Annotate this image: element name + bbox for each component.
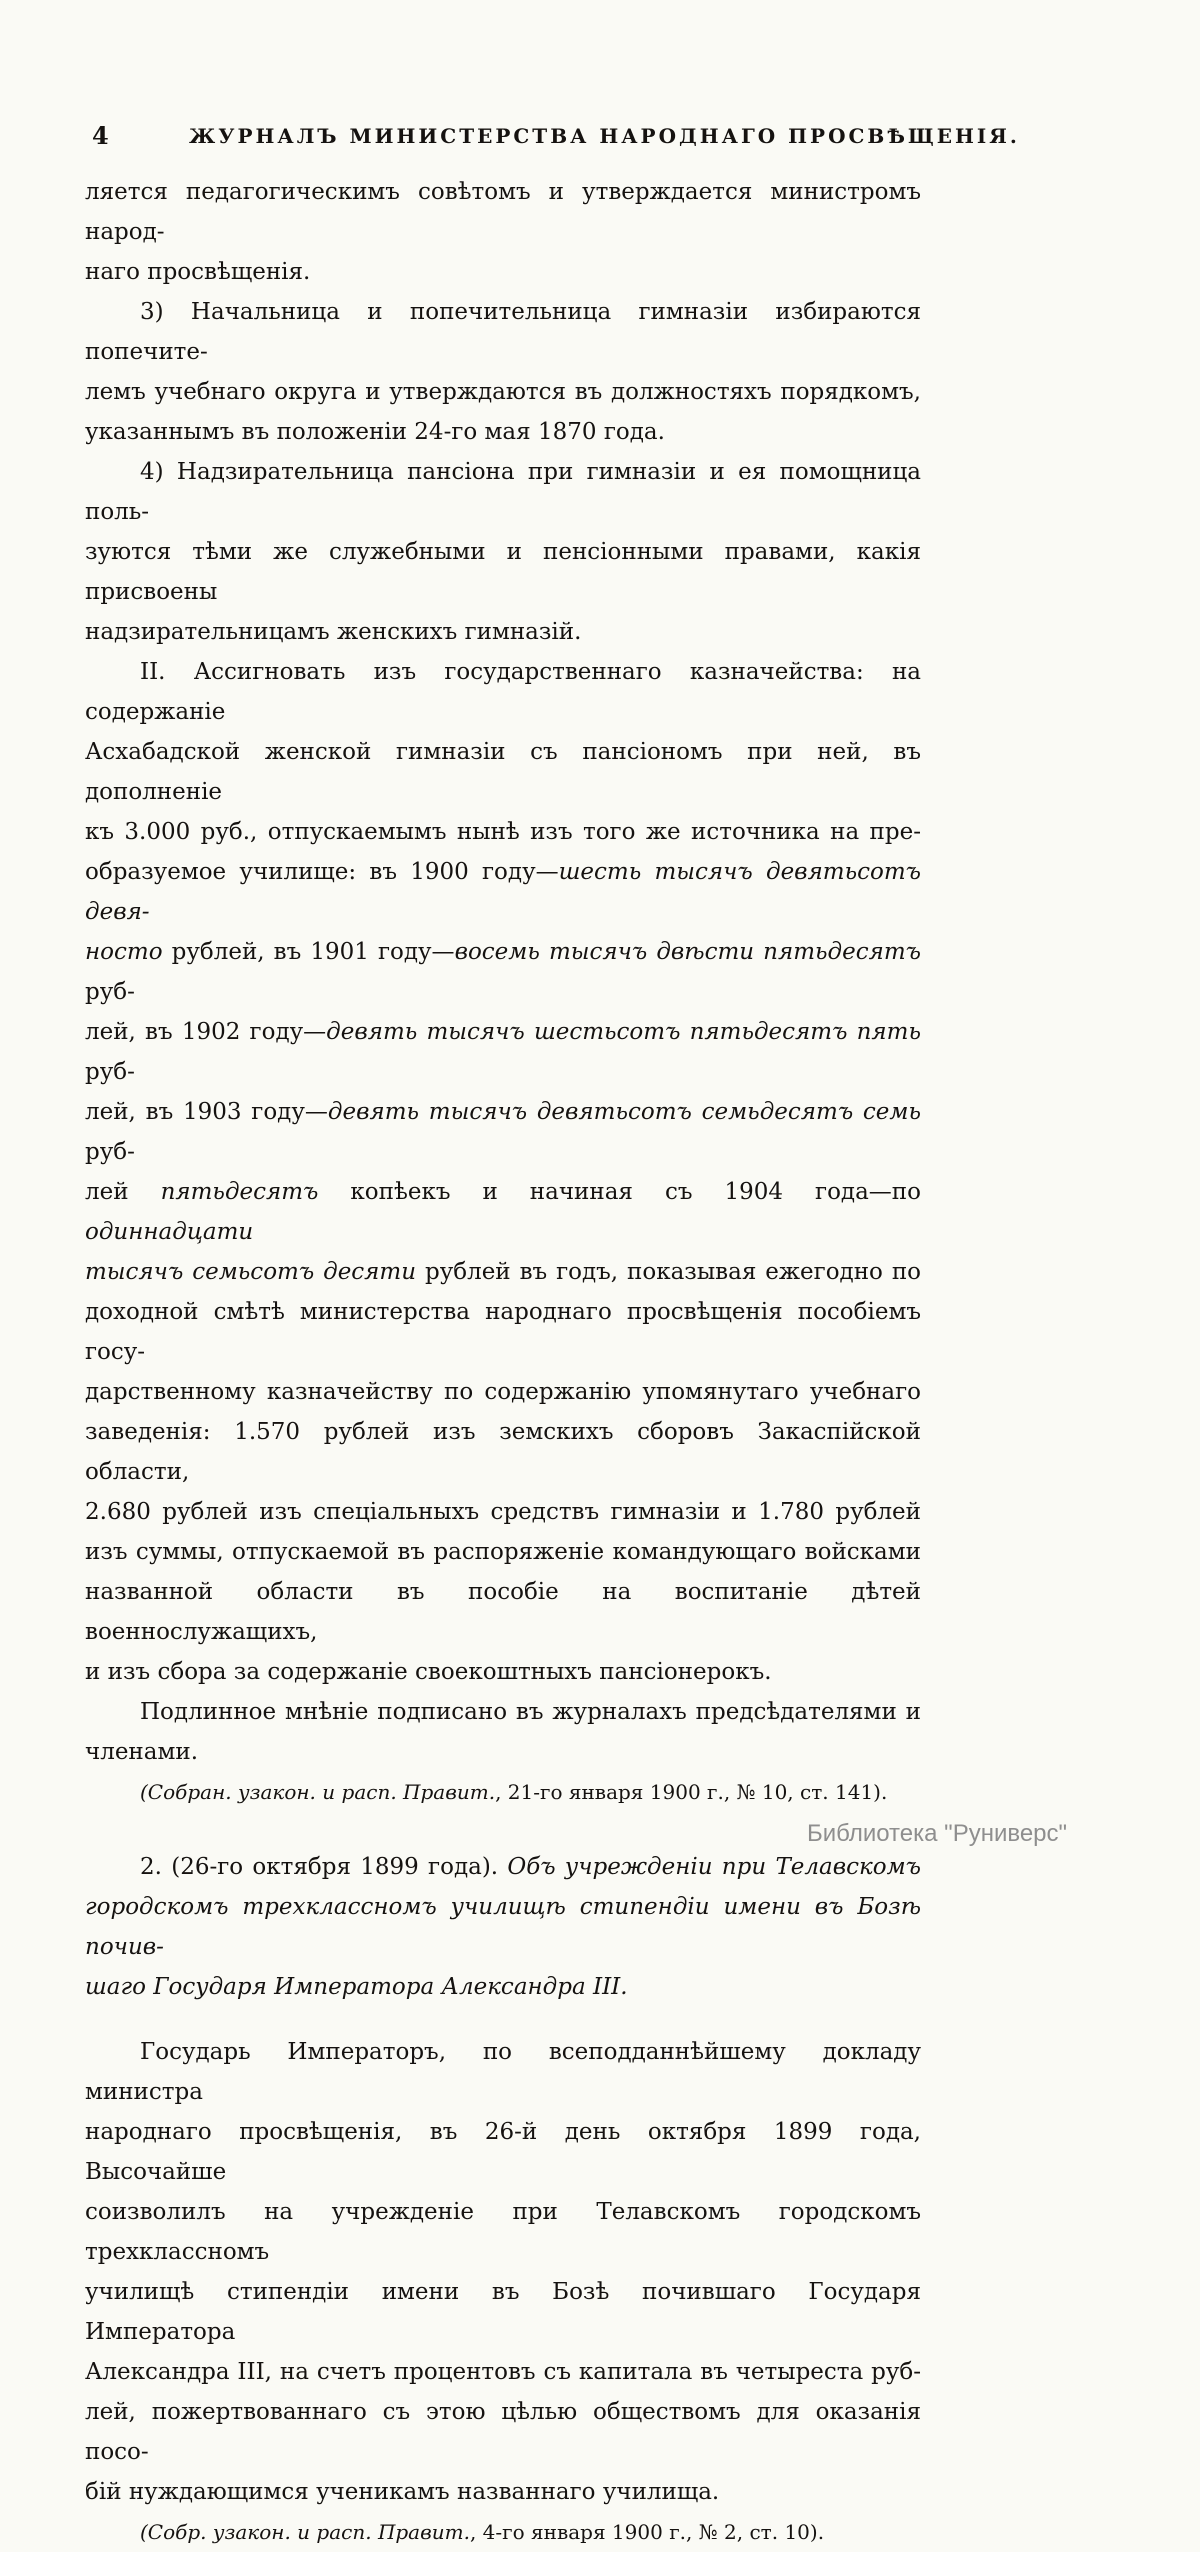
text-line [85, 2512, 921, 2552]
text-line [85, 2272, 921, 2352]
text-segment: лей, пожертвованнаго съ этою цѣлью обществомъ для оказанія посо- [85, 2399, 921, 2465]
text-segment: ляется педагогическимъ совѣтомъ и утверждается министромъ народ- [85, 179, 921, 245]
text-segment: Александра III, на счетъ процентовъ съ капитала въ четыреста руб- [85, 2359, 921, 2385]
text-line [85, 1847, 921, 1887]
text-line [85, 732, 921, 812]
text-line [85, 1412, 921, 1492]
text-segment: доходной смѣтѣ министерства народнаго просвѣщенія пособіемъ госу- [85, 1299, 921, 1365]
text-segment: руб- [85, 1059, 135, 1085]
text-segment: руб- [85, 979, 135, 1005]
text-line [85, 172, 921, 252]
library-watermark: Библиотека "Руниверс" [807, 1820, 1068, 1847]
italic-text-segment: (Собран. узакон. и расп. Правит. [140, 1780, 496, 1804]
text-line [85, 2192, 921, 2272]
text-segment: дарственному казначейству по содержанію упомянутаго учебнаго [85, 1379, 921, 1405]
text-line [85, 1092, 921, 1172]
text-segment: руб- [85, 1139, 135, 1165]
text-line [85, 532, 921, 612]
section-heading-2 [85, 1847, 921, 2007]
text-line [85, 1772, 921, 1812]
italic-text-segment: тысячъ семьсотъ десяти [85, 1259, 417, 1285]
text-segment: Подлинное мнѣніе подписано въ журналахъ предсѣдателями и [140, 1699, 921, 1725]
text-segment: къ 3.000 руб., отпускаемымъ нынѣ изъ того же источника на пре- [85, 819, 921, 845]
text-line [85, 1652, 921, 1692]
italic-text-segment: шесть тысячъ девятьсотъ девя- [85, 859, 921, 925]
paragraph-point-II [85, 652, 921, 1692]
text-line [85, 1172, 921, 1252]
text-segment: народнаго просвѣщенія, въ 26-й день октября 1899 года, Высочайше [85, 2119, 921, 2185]
text-line [85, 1967, 921, 2007]
text-line [85, 412, 921, 452]
text-line [85, 1532, 921, 1572]
text-segment: надзирательницамъ женскихъ гимназій. [85, 619, 582, 645]
text-line [85, 2352, 921, 2392]
text-segment: училищѣ стипендіи имени въ Бозѣ почившаго Государя Императора [85, 2279, 921, 2345]
text-segment: Асхабадской женской гимназіи съ пансіономъ при ней, въ дополненіе [85, 739, 921, 805]
text-segment: II. Ассигновать изъ государственнаго казначейства: на содержаніе [85, 659, 921, 725]
text-line [85, 1012, 921, 1092]
italic-text-segment: девять тысячъ шестьсотъ пятьдесятъ пять [326, 1019, 921, 1045]
text-line [85, 1252, 921, 1292]
text-line [85, 1492, 921, 1532]
text-line [85, 2392, 921, 2472]
paragraph-decree [85, 2032, 921, 2512]
text-segment: наго просвѣщенія. [85, 259, 311, 285]
paragraph-signatures [85, 1692, 921, 1772]
text-segment: , 4-го января 1900 г., № 2, ст. 10). [469, 2520, 825, 2544]
text-segment: указаннымъ въ положеніи 24-го мая 1870 года. [85, 419, 665, 445]
paragraph-continuation [85, 172, 921, 292]
text-segment: лей, въ 1903 году— [85, 1099, 328, 1125]
text-segment: соизволилъ на учрежденіе при Телавскомъ городскомъ трехклассномъ [85, 2199, 921, 2265]
text-line [85, 1732, 921, 1772]
citation-1 [85, 1772, 921, 1812]
italic-text-segment: городскомъ трехклассномъ училищѣ стипендіи имени въ Бозѣ почив- [85, 1894, 921, 1960]
text-line [85, 812, 921, 852]
text-segment: названной области въ пособіе на воспитаніе дѣтей военнослужащихъ, [85, 1579, 921, 1645]
text-line [85, 1572, 921, 1652]
text-line [85, 252, 921, 292]
text-line [85, 292, 921, 372]
text-line [85, 932, 921, 1012]
text-segment: изъ суммы, отпускаемой въ распоряженіе командующаго войсками [85, 1539, 921, 1565]
italic-text-segment: восемь тысячъ двѣсти пятьдесятъ [454, 939, 921, 965]
italic-text-segment: пятьдесятъ [160, 1179, 319, 1205]
document-body [85, 172, 921, 2552]
italic-text-segment: Объ учрежденіи при Телавскомъ [507, 1854, 921, 1880]
italic-text-segment: одиннадцати [85, 1219, 254, 1245]
text-segment: бій нуждающимся ученикамъ названнаго училища. [85, 2479, 720, 2505]
text-segment: лемъ учебнаго округа и утверждаются въ должностяхъ порядкомъ, [85, 379, 921, 405]
citation-2 [85, 2512, 921, 2552]
italic-text-segment: шаго Государя Императора Александра III. [85, 1974, 628, 2000]
running-header: ЖУРНАЛЪ МИНИСТЕРСТВА НАРОДНАГО ПРОСВѢЩЕНІЯ. [189, 124, 1020, 148]
text-line [85, 852, 921, 932]
text-segment: 4) Надзирательница пансіона при гимназіи и ея помощница поль- [85, 459, 921, 525]
text-segment: и изъ сбора за содержаніе своекоштныхъ пансіонерокъ. [85, 1659, 772, 1685]
text-line [85, 652, 921, 732]
italic-text-segment: носто [85, 939, 163, 965]
text-segment: , 21-го января 1900 г., № 10, ст. 141). [495, 1780, 888, 1804]
page-number: 4 [92, 121, 109, 150]
italic-text-segment: (Собр. узакон. и расп. Правит. [140, 2520, 470, 2544]
text-segment: рублей въ годъ, показывая ежегодно по [416, 1259, 921, 1285]
text-line [85, 2112, 921, 2192]
text-line [85, 452, 921, 532]
text-line [85, 1692, 921, 1732]
italic-text-segment: девять тысячъ девятьсотъ семьдесятъ семь [327, 1099, 921, 1125]
text-segment: зуются тѣми же служебными и пенсіонными правами, какія присвоены [85, 539, 921, 605]
text-line [85, 1372, 921, 1412]
text-line [85, 2032, 921, 2112]
text-segment: 2. (26-го октября 1899 года). [140, 1854, 508, 1880]
text-segment: лей [85, 1179, 161, 1205]
text-line [85, 372, 921, 412]
text-segment: 2.680 рублей изъ спеціальныхъ средствъ гимназіи и 1.780 рублей [85, 1499, 921, 1525]
paragraph-point-3 [85, 292, 921, 452]
text-line [85, 1887, 921, 1967]
text-line [85, 2472, 921, 2512]
text-segment: членами. [85, 1739, 199, 1765]
paragraph-point-4 [85, 452, 921, 652]
text-segment: образуемое училище: въ 1900 году— [85, 859, 559, 885]
text-segment: копѣекъ и начиная съ 1904 года—по [318, 1179, 921, 1205]
text-line [85, 1292, 921, 1372]
text-segment: лей, въ 1902 году— [85, 1019, 327, 1045]
text-segment: заведенія: 1.570 рублей изъ земскихъ сборовъ Закаспійской области, [85, 1419, 921, 1485]
text-segment: Государь Императоръ, по всеподданнѣйшему докладу министра [85, 2039, 921, 2105]
text-segment: рублей, въ 1901 году— [162, 939, 455, 965]
text-line [85, 612, 921, 652]
text-segment: 3) Начальница и попечительница гимназіи избираются попечите- [85, 299, 921, 365]
